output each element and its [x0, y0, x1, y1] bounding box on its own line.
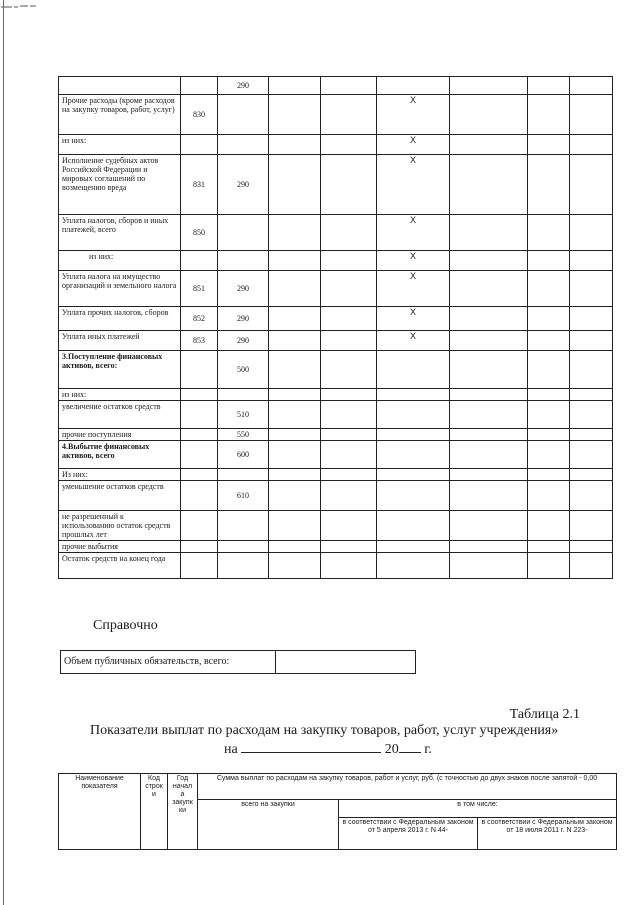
x-mark-cell: X	[377, 95, 450, 135]
x-mark-cell: X	[377, 331, 450, 351]
table-row	[59, 441, 613, 469]
x-mark-cell	[377, 351, 450, 389]
table-row	[59, 251, 613, 271]
table-row	[59, 429, 613, 441]
kvr-code-cell: 550	[218, 429, 269, 441]
empty-cell	[321, 95, 377, 135]
x-mark-cell	[377, 401, 450, 429]
x-mark-cell: X	[377, 251, 450, 271]
empty-cell	[450, 429, 528, 441]
empty-cell	[528, 77, 570, 95]
x-mark-cell	[377, 553, 450, 579]
empty-cell	[450, 95, 528, 135]
x-mark-cell	[377, 441, 450, 469]
empty-cell	[269, 541, 321, 553]
row-name-cell: Уплата налогов, сборов и иных платежей, всего	[59, 215, 181, 251]
empty-cell	[269, 351, 321, 389]
empty-cell	[570, 251, 613, 271]
empty-cell	[321, 553, 377, 579]
empty-cell	[570, 95, 613, 135]
empty-cell	[570, 389, 613, 401]
empty-cell	[269, 77, 321, 95]
empty-cell	[321, 401, 377, 429]
row-name-cell: Остаток средств на конец года	[59, 553, 181, 579]
table-number-label: Таблица 2.1	[509, 707, 580, 722]
row-name-cell: Исполнение судебных актов Российской Федерации и мировых соглашений по возмещению вреда	[59, 155, 181, 215]
kosgu-code-cell	[181, 511, 218, 541]
empty-cell	[528, 135, 570, 155]
empty-cell	[269, 389, 321, 401]
scan-left-edge	[3, 0, 4, 905]
empty-cell	[570, 351, 613, 389]
empty-cell	[450, 401, 528, 429]
row-name-cell: прочие выбытия	[59, 541, 181, 553]
empty-cell	[528, 429, 570, 441]
empty-cell	[450, 155, 528, 215]
kosgu-code-cell	[181, 135, 218, 155]
empty-cell	[528, 469, 570, 481]
empty-cell	[450, 77, 528, 95]
empty-cell	[570, 307, 613, 331]
x-mark-cell	[377, 481, 450, 511]
empty-cell	[450, 541, 528, 553]
empty-cell	[570, 441, 613, 469]
header-indicator-name: Наименование показателя	[59, 774, 141, 850]
empty-cell	[528, 511, 570, 541]
reference-table	[60, 650, 416, 674]
table-row	[59, 271, 613, 307]
date-blank	[241, 740, 381, 753]
table-row	[59, 389, 613, 401]
table-row	[59, 215, 613, 251]
empty-cell	[528, 307, 570, 331]
kosgu-code-cell: 830	[181, 95, 218, 135]
kvr-code-cell	[218, 469, 269, 481]
empty-cell	[321, 351, 377, 389]
empty-cell	[321, 215, 377, 251]
row-name-cell: уменьшение остатков средств	[59, 481, 181, 511]
empty-cell	[528, 215, 570, 251]
x-mark-cell: X	[377, 135, 450, 155]
kosgu-code-cell	[181, 481, 218, 511]
empty-cell	[570, 155, 613, 215]
empty-cell	[570, 77, 613, 95]
table-row	[59, 135, 613, 155]
kosgu-code-cell: 851	[181, 271, 218, 307]
year-blank	[399, 740, 421, 753]
x-mark-cell	[377, 511, 450, 541]
empty-cell	[321, 251, 377, 271]
table-row	[59, 553, 613, 579]
kvr-code-cell: 500	[218, 351, 269, 389]
purchase-table-header	[58, 773, 617, 850]
kvr-code-cell: 510	[218, 401, 269, 429]
table-row	[59, 351, 613, 389]
empty-cell	[450, 389, 528, 401]
empty-cell	[528, 481, 570, 511]
row-name-cell: из них:	[59, 135, 181, 155]
table-subtitle	[224, 740, 432, 758]
kosgu-code-cell: 852	[181, 307, 218, 331]
kvr-code-cell	[218, 389, 269, 401]
kosgu-code-cell: 850	[181, 215, 218, 251]
empty-cell	[528, 155, 570, 215]
table-row	[59, 95, 613, 135]
empty-cell	[269, 251, 321, 271]
header-row-code: Код строк и	[141, 774, 168, 850]
row-name-cell: Уплата иных платежей	[59, 331, 181, 351]
row-name-cell: Уплата прочих налогов, сборов	[59, 307, 181, 331]
empty-cell	[570, 541, 613, 553]
public-obligations-label: Объем публичных обязательств, всего:	[61, 651, 276, 674]
kvr-code-cell: 610	[218, 481, 269, 511]
expenses-table	[58, 76, 613, 579]
empty-cell	[269, 215, 321, 251]
kvr-code-cell: 290	[218, 331, 269, 351]
empty-cell	[269, 271, 321, 307]
empty-cell	[269, 135, 321, 155]
public-obligations-value	[276, 651, 416, 674]
empty-cell	[269, 441, 321, 469]
kvr-code-cell: 290	[218, 155, 269, 215]
empty-cell	[321, 77, 377, 95]
kvr-code-cell	[218, 135, 269, 155]
kosgu-code-cell	[181, 553, 218, 579]
row-name-cell: увеличение остатков средств	[59, 401, 181, 429]
empty-cell	[570, 481, 613, 511]
row-name-cell	[59, 77, 181, 95]
empty-cell	[321, 429, 377, 441]
empty-cell	[570, 429, 613, 441]
empty-cell	[321, 155, 377, 215]
x-mark-cell: X	[377, 215, 450, 251]
empty-cell	[321, 541, 377, 553]
empty-cell	[570, 401, 613, 429]
table-row	[59, 77, 613, 95]
empty-cell	[570, 511, 613, 541]
header-including: в том числе:	[339, 800, 617, 818]
empty-cell	[269, 511, 321, 541]
empty-cell	[528, 553, 570, 579]
empty-cell	[321, 469, 377, 481]
kosgu-code-cell	[181, 401, 218, 429]
empty-cell	[528, 401, 570, 429]
kvr-code-cell	[218, 95, 269, 135]
empty-cell	[450, 251, 528, 271]
header-law223: в соответствии с Федеральным законом от 18 июля 2011 г. N 223-	[478, 818, 617, 850]
x-mark-cell: X	[377, 271, 450, 307]
scan-artifact-mark	[0, 0, 40, 10]
kosgu-code-cell	[181, 429, 218, 441]
empty-cell	[269, 469, 321, 481]
empty-cell	[269, 429, 321, 441]
row-name-cell: прочие поступления	[59, 429, 181, 441]
public-obligations-row	[61, 651, 416, 674]
table-row	[59, 401, 613, 429]
empty-cell	[321, 441, 377, 469]
row-name-cell: не разрешенный к использованию остаток средств прошлых лет	[59, 511, 181, 541]
header-sum: Сумма выплат по расходам на закупку товаров, работ и услуг, руб. (с точностью до двух знаков после запятой - 0,00	[198, 774, 617, 800]
empty-cell	[528, 541, 570, 553]
kosgu-code-cell	[181, 251, 218, 271]
kosgu-code-cell: 831	[181, 155, 218, 215]
empty-cell	[528, 331, 570, 351]
empty-cell	[321, 331, 377, 351]
empty-cell	[450, 331, 528, 351]
empty-cell	[269, 155, 321, 215]
subtitle-suffix: г.	[424, 742, 432, 757]
row-name-cell: 3.Поступление финансовых активов, всего:	[59, 351, 181, 389]
empty-cell	[269, 553, 321, 579]
header-total: всего на закупки	[198, 800, 339, 850]
kvr-code-cell: 290	[218, 77, 269, 95]
empty-cell	[570, 331, 613, 351]
table-row	[59, 481, 613, 511]
x-mark-cell	[377, 77, 450, 95]
kosgu-code-cell	[181, 351, 218, 389]
empty-cell	[450, 481, 528, 511]
x-mark-cell	[377, 429, 450, 441]
row-name-cell: Уплата налога на имущество организаций и земельного налога	[59, 271, 181, 307]
table-row	[59, 155, 613, 215]
subtitle-year: 20	[384, 742, 399, 757]
kosgu-code-cell	[181, 389, 218, 401]
empty-cell	[321, 389, 377, 401]
empty-cell	[450, 135, 528, 155]
header-law44: в соответствии с Федеральным законом от 5 апреля 2013 г. N 44-	[339, 818, 478, 850]
empty-cell	[570, 135, 613, 155]
x-mark-cell	[377, 541, 450, 553]
empty-cell	[570, 271, 613, 307]
kvr-code-cell	[218, 215, 269, 251]
empty-cell	[450, 271, 528, 307]
empty-cell	[321, 307, 377, 331]
empty-cell	[570, 469, 613, 481]
row-name-cell: из них:	[59, 389, 181, 401]
subtitle-prefix: на	[224, 742, 238, 757]
row-name-cell: Прочие расходы (кроме расходов на закупку товаров, работ, услуг)	[59, 95, 181, 135]
empty-cell	[269, 331, 321, 351]
empty-cell	[321, 271, 377, 307]
table-row	[59, 511, 613, 541]
empty-cell	[528, 389, 570, 401]
empty-cell	[321, 135, 377, 155]
empty-cell	[528, 351, 570, 389]
kvr-code-cell	[218, 553, 269, 579]
empty-cell	[528, 95, 570, 135]
kvr-code-cell	[218, 511, 269, 541]
empty-cell	[269, 401, 321, 429]
table-title: Показатели выплат по расходам на закупку товаров, работ, услуг учреждения»	[90, 723, 559, 738]
kosgu-code-cell	[181, 541, 218, 553]
empty-cell	[528, 251, 570, 271]
empty-cell	[450, 307, 528, 331]
reference-title: Справочно	[93, 618, 158, 633]
table-row	[59, 331, 613, 351]
empty-cell	[450, 351, 528, 389]
kvr-code-cell	[218, 541, 269, 553]
empty-cell	[450, 441, 528, 469]
empty-cell	[269, 95, 321, 135]
empty-cell	[321, 511, 377, 541]
empty-cell	[450, 215, 528, 251]
x-mark-cell: X	[377, 155, 450, 215]
empty-cell	[450, 553, 528, 579]
table-row	[59, 541, 613, 553]
header-year-start: Год начал а закупк ки	[168, 774, 198, 850]
table-row	[59, 307, 613, 331]
kvr-code-cell: 290	[218, 271, 269, 307]
x-mark-cell	[377, 469, 450, 481]
empty-cell	[269, 307, 321, 331]
kosgu-code-cell	[181, 469, 218, 481]
empty-cell	[321, 481, 377, 511]
table-row	[59, 469, 613, 481]
kvr-code-cell	[218, 251, 269, 271]
kosgu-code-cell: 853	[181, 331, 218, 351]
kvr-code-cell: 290	[218, 307, 269, 331]
kosgu-code-cell	[181, 77, 218, 95]
empty-cell	[570, 553, 613, 579]
empty-cell	[570, 215, 613, 251]
empty-cell	[450, 511, 528, 541]
empty-cell	[450, 469, 528, 481]
empty-cell	[528, 271, 570, 307]
x-mark-cell: X	[377, 307, 450, 331]
empty-cell	[528, 441, 570, 469]
row-name-cell: 4.Выбытие финансовых активов, всего	[59, 441, 181, 469]
kosgu-code-cell	[181, 441, 218, 469]
kvr-code-cell: 600	[218, 441, 269, 469]
x-mark-cell	[377, 389, 450, 401]
empty-cell	[269, 481, 321, 511]
row-name-cell: из них:	[59, 251, 181, 271]
row-name-cell: Из них:	[59, 469, 181, 481]
